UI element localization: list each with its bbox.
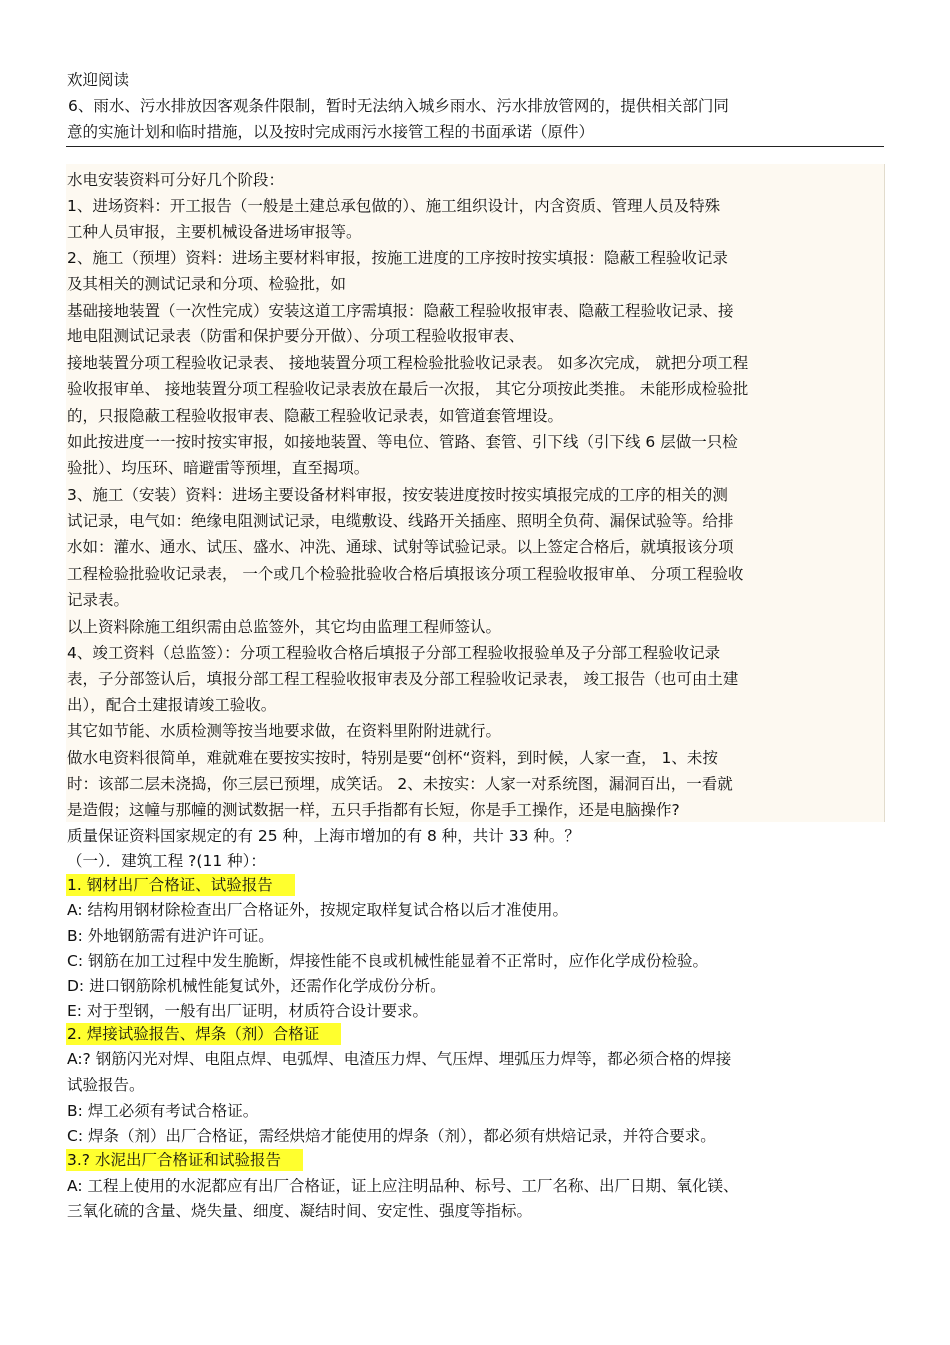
box-line: 水如：灌水、通水、试压、盛水、冲洗、通球、试射等试验记录。以上签定合格后，就填报该分项 xyxy=(67,538,734,556)
divider xyxy=(66,146,884,147)
section-line: B: 外地钢筋需有进沪许可证。 xyxy=(67,927,274,945)
box-line: 2、施工（预埋）资料：进场主要材料审报，按施工进度的工序按时按实填报：隐蔽工程验收记录 xyxy=(67,249,728,267)
box-line: 基础接地装置（一次性完成）安装这道工序需填报：隐蔽工程验收报审表、隐蔽工程验收记录、接 xyxy=(67,302,734,320)
box-line: 4、竣工资料（总监签）：分项工程验收合格后填报子分部工程验收报验单及子分部工程验收记录 xyxy=(67,644,721,662)
welcome-text: 欢迎阅读 xyxy=(67,71,130,89)
box-line: 做水电资料很简单，难就难在要按实按时，特别是要“创杯“资料，到时候，人家一查， 1、未按 xyxy=(67,749,718,767)
category-title: （一）．建筑工程 ?(11 种）： xyxy=(67,852,266,870)
box-line: 3、施工（安装）资料：进场主要设备材料审报，按安装进度按时按实填报完成的工序的相关的测 xyxy=(67,486,728,504)
section-line: C: 钢筋在加工过程中发生脆断，焊接性能不良或机械性能显着不正常时，应作化学成份检验。 xyxy=(67,952,708,970)
section-heading: 1. 钢材出厂合格证、试验报告 xyxy=(66,874,295,896)
box-line: 验批）、均压环、暗避雷等预埋，直至揭项。 xyxy=(67,459,370,477)
section-line: 三氧化硫的含量、烧失量、细度、凝结时间、安定性、强度等指标。 xyxy=(67,1202,533,1220)
box-line: 验收报审单、 接地装置分项工程验收记录表放在最后一次报， 其它分项按此类推。 未能形成检验批 xyxy=(67,380,749,398)
section-line: D: 进口钢筋除机械性能复试外，还需作化学成份分析。 xyxy=(67,977,446,995)
box-line: 其它如节能、水质检测等按当地要求做，在资料里附附进就行。 xyxy=(67,722,502,740)
box-line: 以上资料除施工组织需由总监签外，其它均由监理工程师签认。 xyxy=(67,618,502,636)
section-line: C: 焊条（剂）出厂合格证，需经烘焙才能使用的焊条（剂），都必须有烘焙记录，并符合要求。 xyxy=(67,1127,716,1145)
box-line: 如此按进度一一按时按实审报，如接地装置、等电位、管路、套管、引下线（引下线 6 层做一只检 xyxy=(67,433,738,451)
section-heading: 3.? 水泥出厂合格证和试验报告 xyxy=(66,1149,303,1171)
box-line: 试记录，电气如：绝缘电阻测试记录，电缆敷设、线路开关插座、照明全负荷、漏保试验等。给排 xyxy=(67,512,734,530)
box-line: 接地装置分项工程验收记录表、 接地装置分项工程检验批验收记录表。 如多次完成， 就把分项工程 xyxy=(67,354,749,372)
box-line: 是造假；这幢与那幢的测试数据一样，五只手指都有长短，你是手工操作，还是电脑操作? xyxy=(67,801,680,819)
box-line: 表，子分部签认后，填报分部工程工程验收报审表及分部工程验收记录表， 竣工报告（也可由土建 xyxy=(67,670,739,688)
section-line: E: 对于型钢，一般有出厂证明，材质符合设计要求。 xyxy=(67,1002,428,1020)
box-line: 工种人员审报，主要机械设备进场审报等。 xyxy=(67,223,362,241)
box-line: 地电阻测试记录表（防雷和保护要分开做）、分项工程验收报审表、 xyxy=(67,327,525,345)
box-line: 水电安装资料可分好几个阶段： xyxy=(67,171,285,189)
section-line: B: 焊工必须有考试合格证。 xyxy=(67,1102,259,1120)
section-heading: 2. 焊接试验报告、焊条（剂）合格证 xyxy=(66,1023,341,1045)
summary-line: 质量保证资料国家规定的有 25 种，上海市增加的有 8 种，共计 33 种。？ xyxy=(67,827,580,845)
intro-line: 意的实施计划和临时措施，以及按时完成雨污水接管工程的书面承诺（原件） xyxy=(67,123,595,141)
intro-line: 6、雨水、污水排放因客观条件限制，暂时无法纳入城乡雨水、污水排放管网的，提供相关部门同 xyxy=(68,97,729,115)
box-line: 工程检验批验收记录表， 一个或几个检验批验收合格后填报该分项工程验收报审单、 分项工程验收 xyxy=(67,565,744,583)
section-line: A: 结构用钢材除检查出厂合格证外，按规定取样复试合格以后才准使用。 xyxy=(67,901,568,919)
section-line: 试验报告。 xyxy=(67,1076,145,1094)
section-line: A: 工程上使用的水泥都应有出厂合格证，证上应注明品种、标号、工厂名称、出厂日期、氧化镁、 xyxy=(67,1177,739,1195)
box-line: 的，只报隐蔽工程验收报审表、隐蔽工程验收记录表，如管道套管埋设。 xyxy=(67,407,564,425)
section-line: A:? 钢筋闪光对焊、电阻点焊、电弧焊、电渣压力焊、气压焊、埋弧压力焊等，都必须合格的焊接 xyxy=(67,1050,732,1068)
box-line: 1、进场资料：开工报告（一般是土建总承包做的）、施工组织设计，内含资质、管理人员及特殊 xyxy=(67,197,721,215)
box-line: 出），配合土建报请竣工验收。 xyxy=(67,696,277,714)
box-line: 记录表。 xyxy=(67,591,130,609)
box-line: 及其相关的测试记录和分项、检验批，如 xyxy=(67,275,347,293)
box-line: 时：该部二层未浇捣，你三层已预埋，成笑话。 2、未按实：人家一对系统图，漏洞百出，一看就 xyxy=(67,775,733,793)
